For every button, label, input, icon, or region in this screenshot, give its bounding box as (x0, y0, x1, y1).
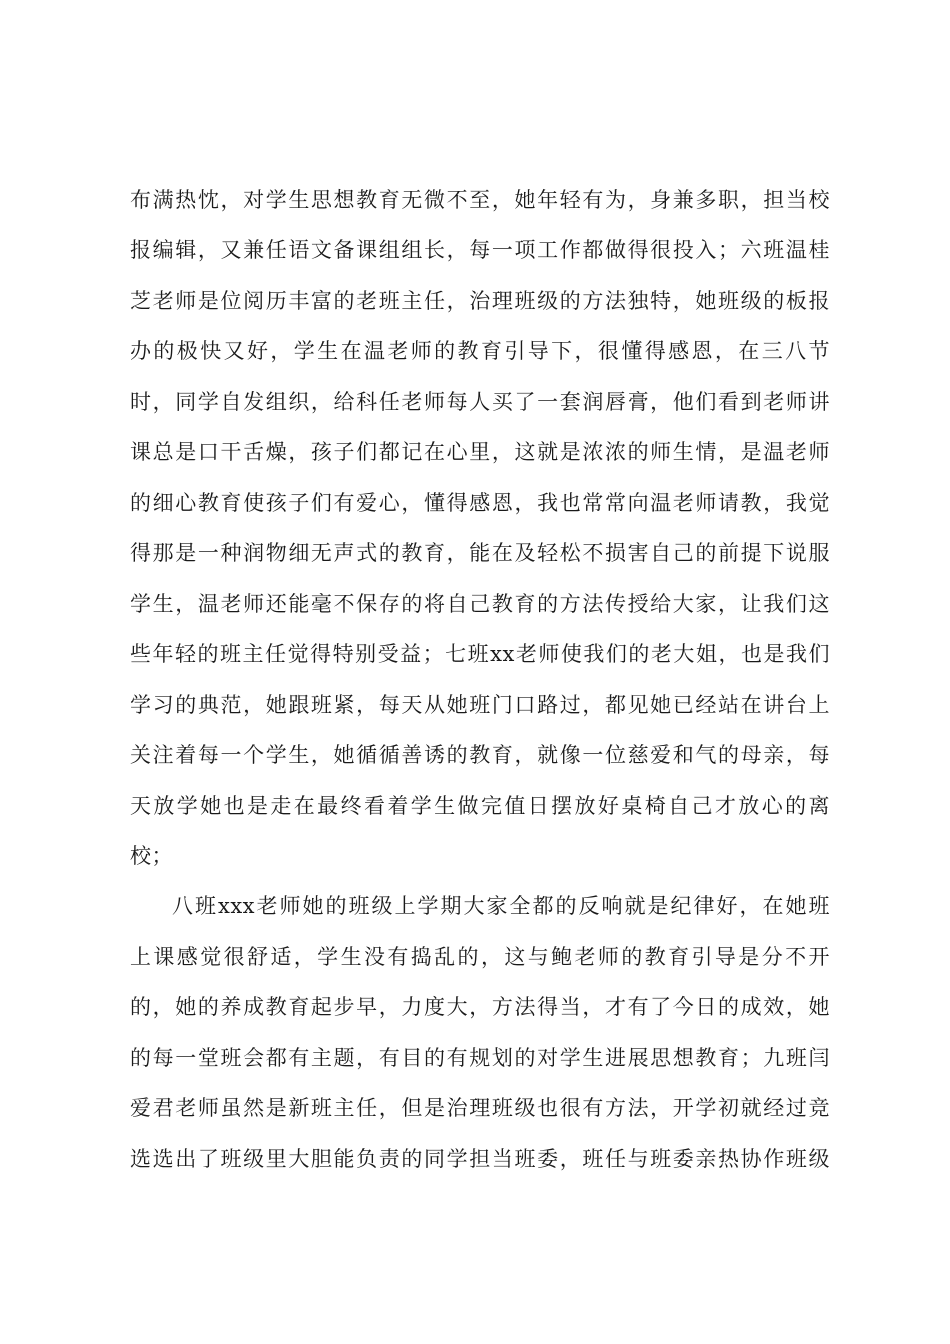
paragraph-first-line: 八班xxx老师她的班级上学期大家全都的反响就是纪律好，在她班 (172, 894, 830, 918)
text-line: 时，同学自发组织，给科任老师每人买了一套润唇膏，他们看到老师讲 (130, 390, 830, 414)
text-line: 校； (130, 844, 173, 868)
text-line: 爱君老师虽然是新班主任，但是治理班级也很有方法，开学初就经过竞 (130, 1096, 830, 1120)
text-line: 上课感觉很舒适，学生没有捣乱的，这与鲍老师的教育引导是分不开 (130, 945, 830, 969)
text-line: 关注着每一个学生，她循循善诱的教育，就像一位慈爱和气的母亲，每 (130, 743, 830, 767)
text-line: 天放学她也是走在最终看着学生做完值日摆放好桌椅自己才放心的离 (130, 794, 830, 818)
text-line: 学生，温老师还能毫不保存的将自己教育的方法传授给大家，让我们这 (130, 592, 830, 616)
text-line: 得那是一种润物细无声式的教育，能在及轻松不损害自己的前提下说服 (130, 541, 830, 565)
text-line: 芝老师是位阅历丰富的老班主任，治理班级的方法独特，她班级的板报 (130, 289, 830, 313)
text-line: 的每一堂班会都有主题，有目的有规划的对学生进展思想教育；九班闫 (130, 1046, 830, 1070)
text-line: 学习的典范，她跟班紧，每天从她班门口路过，都见她已经站在讲台上 (130, 693, 830, 717)
text-line: 选选出了班级里大胆能负责的同学担当班委，班任与班委亲热协作班级 (130, 1147, 830, 1171)
text-line: 课总是口干舌燥，孩子们都记在心里，这就是浓浓的师生情，是温老师 (130, 440, 830, 464)
text-line: 布满热忱，对学生思想教育无微不至，她年轻有为，身兼多职，担当校 (130, 188, 830, 212)
text-line: 些年轻的班主任觉得特别受益；七班xx老师使我们的老大姐，也是我们 (130, 642, 830, 666)
text-line: 报编辑，又兼任语文备课组组长，每一项工作都做得很投入；六班温桂 (130, 238, 830, 262)
text-line: 的，她的养成教育起步早，力度大，方法得当，才有了今日的成效，她 (130, 995, 830, 1019)
text-line: 办的极快又好，学生在温老师的教育引导下，很懂得感恩，在三八节 (130, 339, 830, 363)
text-line: 的细心教育使孩子们有爱心，懂得感恩，我也常常向温老师请教，我觉 (130, 491, 830, 515)
